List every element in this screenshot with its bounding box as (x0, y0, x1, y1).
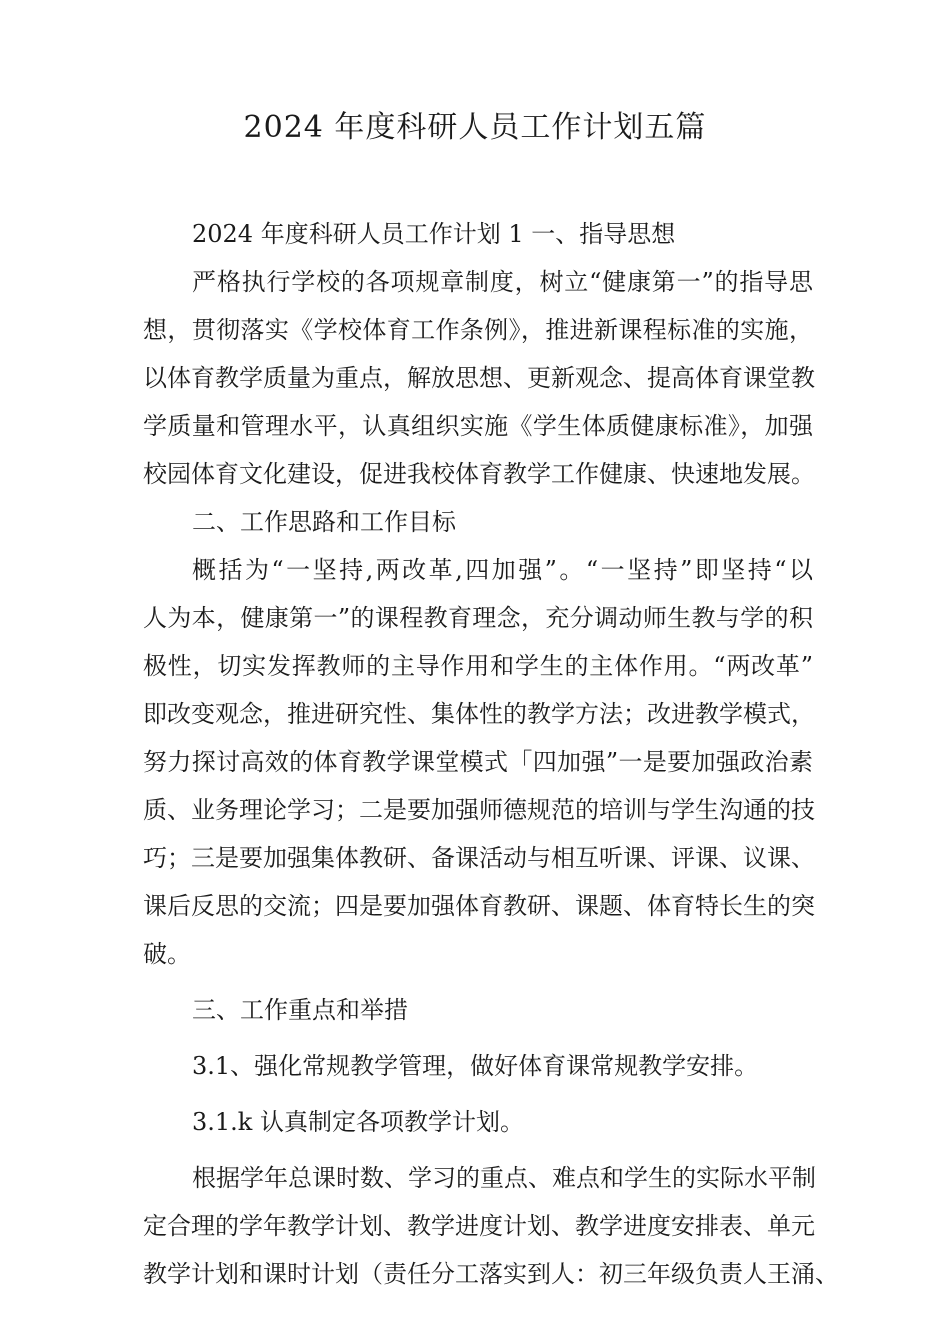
paragraph-line: 人为本，健康第一”的课程教育理念，充分调动师生教与学的积 (143, 604, 813, 632)
paragraph-line: 质、业务理论学习；二是要加强师德规范的培训与学生沟通的技 (143, 796, 815, 824)
paragraph-line: 极性，切实发挥教师的主导作用和学生的主体作用。“两改革” (143, 652, 813, 680)
paragraph-line: 校园体育文化建设，促进我校体育教学工作健康、快速地发展。 (143, 460, 815, 488)
document-body (143, 210, 839, 1298)
paragraph-line: 以体育教学质量为重点，解放思想、更新观念、提高体育课堂教 (143, 364, 815, 392)
paragraph-line: 课后反思的交流；四是要加强体育教研、课题、体育特长生的突 (143, 892, 815, 920)
paragraph-line: 定合理的学年教学计划、教学进度计划、教学进度安排表、单元 (143, 1212, 815, 1240)
section-heading: 二、工作思路和工作目标 (192, 508, 456, 536)
paragraph-line: 2024 年度科研人员工作计划 1 一、指导思想 (192, 220, 676, 248)
paragraph-line: 学质量和管理水平，认真组织实施《学生体质健康标准》，加强 (143, 412, 813, 440)
paragraph-gap (143, 1146, 813, 1154)
subsection-heading: 3.1.k 认真制定各项教学计划。 (192, 1108, 524, 1136)
paragraph-line: 努力探讨高效的体育教学课堂模式「四加强”一是要加强政治素 (143, 748, 813, 776)
paragraph-line: 根据学年总课时数、学习的重点、难点和学生的实际水平制 (192, 1164, 816, 1192)
paragraph-line: 即改变观念，推进研究性、集体性的教学方法；改进教学模式， (143, 700, 815, 728)
subsection-heading: 3.1、强化常规教学管理，做好体育课常规教学安排。 (192, 1052, 759, 1080)
paragraph-gap (143, 978, 813, 986)
document-title: 2024 年度科研人员工作计划五篇 (243, 110, 707, 145)
paragraph-gap (143, 1034, 813, 1042)
paragraph-line: 破。 (143, 940, 191, 968)
paragraph-line: 严格执行学校的各项规章制度，树立“健康第一”的指导思 (192, 268, 813, 296)
section-heading: 三、工作重点和举措 (192, 996, 408, 1024)
paragraph-line: 巧；三是要加强集体教研、备课活动与相互听课、评课、议课、 (143, 844, 815, 872)
paragraph-line: 教学计划和课时计划（责任分工落实到人：初三年级负责人王涌、 (143, 1260, 839, 1288)
paragraph-line: 概括为“一坚持,两改革,四加强”。“一坚持”即坚持“以 (192, 556, 813, 584)
paragraph-line: 想，贯彻落实《学校体育工作条例》，推进新课程标准的实施， (143, 316, 813, 344)
paragraph-gap (143, 1090, 813, 1098)
